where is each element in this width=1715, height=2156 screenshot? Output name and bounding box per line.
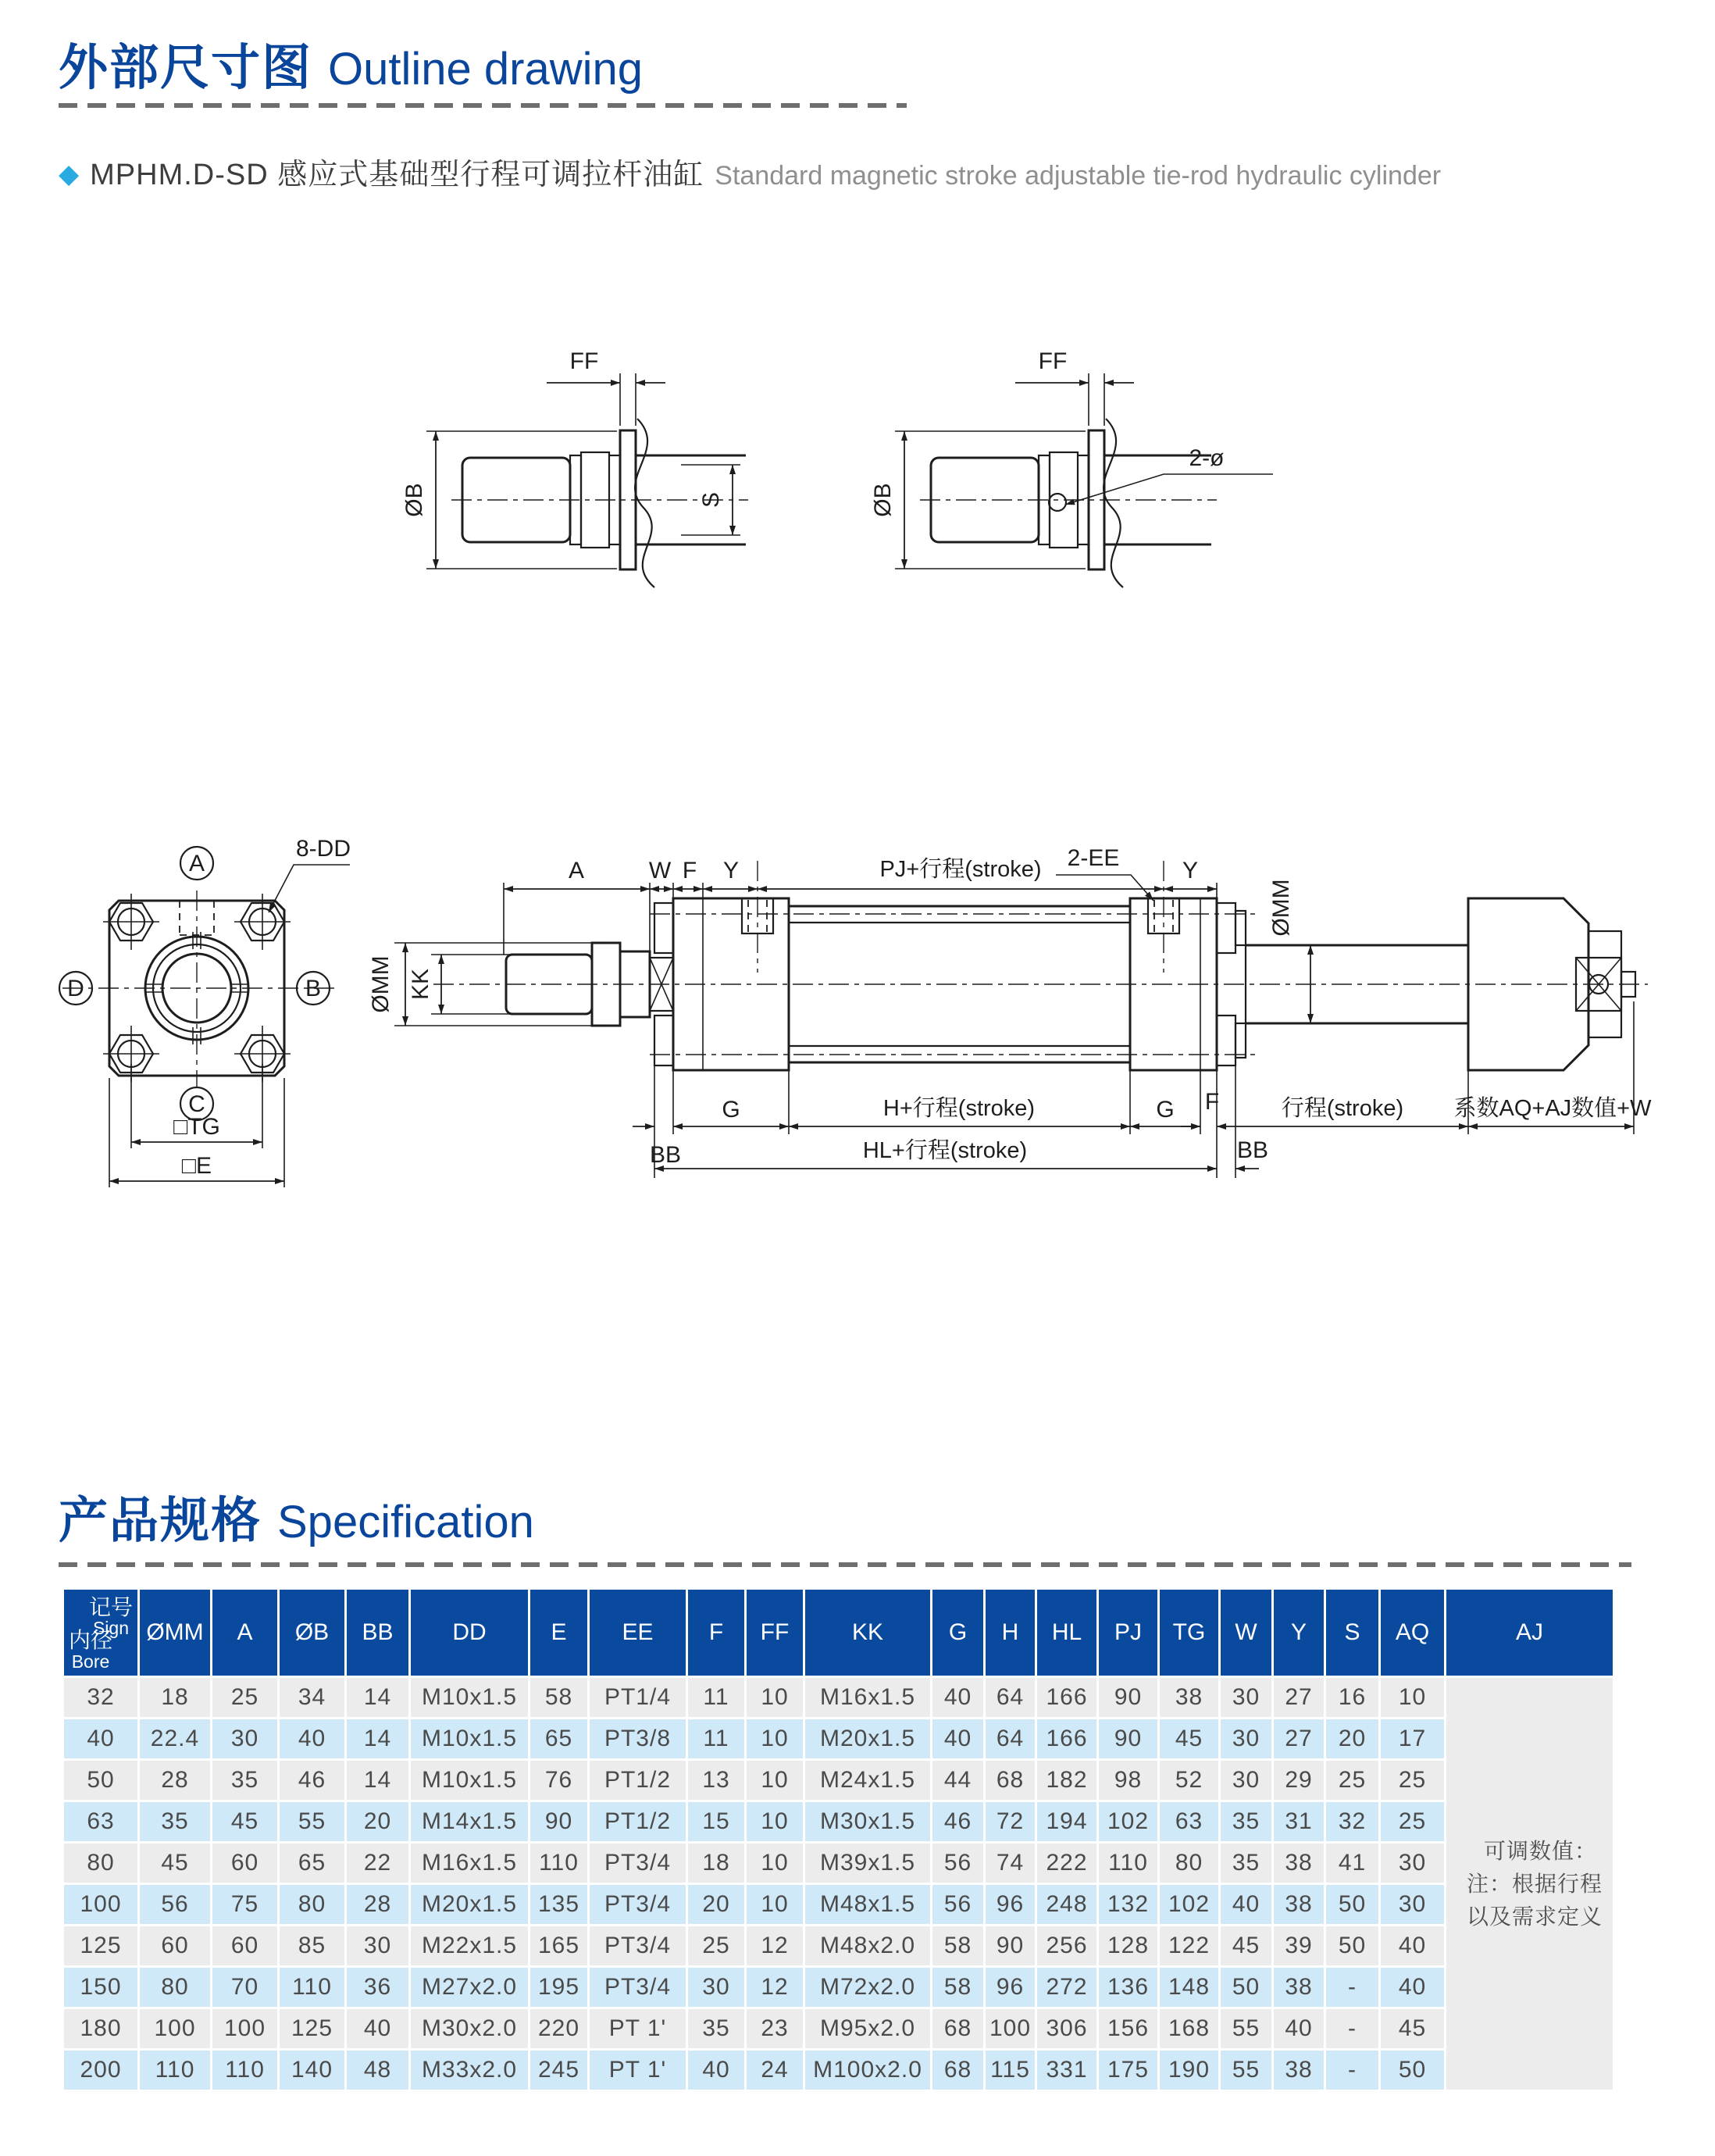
dim-label-aq-aj: 系数AQ+AJ数值+W: [1453, 1096, 1652, 1121]
cell-H-63: 72: [986, 1802, 1035, 1841]
column-header-S: S: [1326, 1590, 1378, 1676]
cell-PJ-32: 90: [1099, 1678, 1157, 1717]
column-header-KK: KK: [805, 1590, 930, 1676]
corner-sign-en: Sign: [92, 1618, 130, 1639]
cell-G-125: 58: [932, 1926, 983, 1965]
bore-cell: 63: [64, 1802, 137, 1841]
dim-label-h-stroke: H+行程(stroke): [882, 1096, 1036, 1121]
cell-BB-50: 14: [347, 1761, 408, 1800]
cell-PJ-100: 132: [1099, 1885, 1157, 1924]
column-header-A: A: [212, 1590, 277, 1676]
cell-FF-63: 10: [747, 1802, 803, 1841]
column-header-EE: EE: [590, 1590, 686, 1676]
cell-DD-40: M10x1.5: [411, 1719, 528, 1758]
cell-DD-100: M20x1.5: [411, 1885, 528, 1924]
cell-H-150: 96: [986, 1968, 1035, 2007]
cell-Y-200: 38: [1274, 2051, 1324, 2090]
cell-ØMM-180: 100: [140, 2009, 210, 2048]
cell-S-63: 32: [1326, 1802, 1378, 1841]
cell-TG-50: 52: [1160, 1761, 1218, 1800]
dim-label-ob-1: ØB: [401, 483, 427, 517]
cell-E-50: 76: [530, 1761, 587, 1800]
cell-E-32: 58: [530, 1678, 587, 1717]
cell-Y-100: 38: [1274, 1885, 1324, 1924]
bore-cell: 32: [64, 1678, 137, 1717]
subtitle-model: MPHM.D-SD 感应式基础型行程可调拉杆油缸: [90, 159, 704, 191]
dim-label-f: F: [682, 858, 697, 883]
cell-H-180: 100: [986, 2009, 1035, 2048]
cell-H-80: 74: [986, 1844, 1035, 1883]
dim-label-y-right: Y: [1182, 858, 1199, 883]
dim-label-s: S: [698, 491, 724, 509]
cell-F-200: 40: [688, 2051, 744, 2090]
cell-TG-32: 38: [1160, 1678, 1218, 1717]
cell-AQ-125: 40: [1381, 1926, 1444, 1965]
table-row-bore-100: [64, 1885, 1613, 1924]
cell-W-200: 55: [1221, 2051, 1271, 2090]
corner-header-cell: [64, 1590, 137, 1676]
cell-AQ-40: 17: [1381, 1719, 1444, 1758]
cell-Y-180: 40: [1274, 2009, 1324, 2048]
cell-Y-32: 27: [1274, 1678, 1324, 1717]
cell-BB-125: 30: [347, 1926, 408, 1965]
cell-ØB-32: 34: [280, 1678, 344, 1717]
cell-ØMM-80: 45: [140, 1844, 210, 1883]
cell-S-80: 41: [1326, 1844, 1378, 1883]
cell-FF-150: 12: [747, 1968, 803, 2007]
cell-TG-80: 80: [1160, 1844, 1218, 1883]
cell-AQ-150: 40: [1381, 1968, 1444, 2007]
cell-E-200: 245: [530, 2051, 587, 2090]
cell-HL-32: 166: [1037, 1678, 1096, 1717]
subtitle-english: Standard magnetic stroke adjustable tie-rod hydraulic cylinder: [715, 161, 1442, 191]
column-header-Y: Y: [1274, 1590, 1324, 1676]
table-row-bore-40: [64, 1719, 1613, 1758]
column-header-FF: FF: [747, 1590, 803, 1676]
flange-front-view: [59, 836, 351, 1187]
cell-ØMM-150: 80: [140, 1968, 210, 2007]
cell-KK-32: M16x1.5: [805, 1678, 930, 1717]
cell-BB-32: 14: [347, 1678, 408, 1717]
cell-W-80: 35: [1221, 1844, 1271, 1883]
cell-Y-63: 31: [1274, 1802, 1324, 1841]
cell-BB-180: 40: [347, 2009, 408, 2048]
cell-F-180: 35: [688, 2009, 744, 2048]
cell-ØB-80: 65: [280, 1844, 344, 1883]
cell-Y-80: 38: [1274, 1844, 1324, 1883]
cell-ØMM-125: 60: [140, 1926, 210, 1965]
cell-BB-80: 22: [347, 1844, 408, 1883]
corner-sign-zh: 记号: [88, 1595, 133, 1619]
cell-G-80: 56: [932, 1844, 983, 1883]
column-header-TG: TG: [1160, 1590, 1218, 1676]
dim-label-2-holes: 2-ø: [1189, 445, 1225, 471]
cell-S-100: 50: [1326, 1885, 1378, 1924]
cell-G-200: 68: [932, 2051, 983, 2090]
cell-EE-40: PT3/8: [590, 1719, 686, 1758]
column-header-F: F: [688, 1590, 744, 1676]
cell-ØMM-32: 18: [140, 1678, 210, 1717]
cell-AQ-180: 45: [1381, 2009, 1444, 2048]
cell-PJ-180: 156: [1099, 2009, 1157, 2048]
dim-label-y: Y: [722, 858, 740, 883]
cell-A-50: 35: [212, 1761, 277, 1800]
cell-KK-150: M72x2.0: [805, 1968, 930, 2007]
dim-label-g-left: G: [722, 1097, 740, 1123]
cell-F-40: 11: [688, 1719, 744, 1758]
cell-Y-125: 39: [1274, 1926, 1324, 1965]
table-row-bore-50: [64, 1761, 1613, 1800]
cell-FF-180: 23: [747, 2009, 803, 2048]
cell-FF-125: 12: [747, 1926, 803, 1965]
cell-S-32: 16: [1326, 1678, 1378, 1717]
cell-KK-40: M20x1.5: [805, 1719, 930, 1758]
cell-HL-50: 182: [1037, 1761, 1096, 1800]
cell-DD-150: M27x2.0: [411, 1968, 528, 2007]
cell-A-150: 70: [212, 1968, 277, 2007]
diamond-icon: ◆: [59, 159, 80, 189]
cell-KK-100: M48x1.5: [805, 1885, 930, 1924]
bore-cell: 100: [64, 1885, 137, 1924]
cell-W-32: 30: [1221, 1678, 1271, 1717]
dim-label-bb-left: BB: [649, 1142, 682, 1168]
cell-A-180: 100: [212, 2009, 277, 2048]
table-row-bore-32: [64, 1678, 1613, 1717]
cell-ØMM-63: 35: [140, 1802, 210, 1841]
cell-F-50: 13: [688, 1761, 744, 1800]
cell-HL-180: 306: [1037, 2009, 1096, 2048]
cell-ØMM-100: 56: [140, 1885, 210, 1924]
bore-cell: 125: [64, 1926, 137, 1965]
cell-W-180: 55: [1221, 2009, 1271, 2048]
dim-label-ff-2: FF: [1038, 348, 1068, 374]
cell-G-100: 56: [932, 1885, 983, 1924]
cell-FF-32: 10: [747, 1678, 803, 1717]
cell-AQ-32: 10: [1381, 1678, 1444, 1717]
specification-title: [59, 1481, 534, 1552]
column-header-AJ: AJ: [1446, 1590, 1613, 1676]
balloon-b: B: [305, 976, 322, 1001]
bore-cell: 180: [64, 2009, 137, 2048]
cell-DD-32: M10x1.5: [411, 1678, 528, 1717]
cell-AQ-100: 30: [1381, 1885, 1444, 1924]
cell-H-40: 64: [986, 1719, 1035, 1758]
cell-A-63: 45: [212, 1802, 277, 1841]
cell-TG-180: 168: [1160, 2009, 1218, 2048]
cylinder-side-view: [368, 845, 1652, 1178]
title-en: Outline drawing: [328, 44, 643, 95]
column-header-DD: DD: [411, 1590, 528, 1676]
spec-title-en: Specification: [277, 1497, 534, 1547]
rod-end-view-ported: [870, 348, 1273, 587]
dim-label-g-right: G: [1156, 1097, 1175, 1123]
cell-F-150: 30: [688, 1968, 744, 2007]
cell-Y-50: 29: [1274, 1761, 1324, 1800]
column-header-HL: HL: [1037, 1590, 1096, 1676]
cell-E-80: 110: [530, 1844, 587, 1883]
dim-label-ob-2: ØB: [870, 483, 896, 517]
cell-F-32: 11: [688, 1678, 744, 1717]
table-row-bore-63: [64, 1802, 1613, 1841]
dim-label-2ee: 2-EE: [1067, 845, 1120, 871]
cell-H-32: 64: [986, 1678, 1035, 1717]
corner-bore-en: Bore: [71, 1651, 110, 1672]
cell-S-200: -: [1326, 2051, 1378, 2090]
cell-HL-200: 331: [1037, 2051, 1096, 2090]
cell-Y-40: 27: [1274, 1719, 1324, 1758]
cell-F-80: 18: [688, 1844, 744, 1883]
cell-FF-50: 10: [747, 1761, 803, 1800]
cell-S-150: -: [1326, 1968, 1378, 2007]
cell-ØB-100: 80: [280, 1885, 344, 1924]
cell-S-40: 20: [1326, 1719, 1378, 1758]
cell-S-50: 25: [1326, 1761, 1378, 1800]
cell-F-63: 15: [688, 1802, 744, 1841]
cell-S-180: -: [1326, 2009, 1378, 2048]
cell-FF-80: 10: [747, 1844, 803, 1883]
cell-BB-40: 14: [347, 1719, 408, 1758]
cell-A-40: 30: [212, 1719, 277, 1758]
cell-ØMM-200: 110: [140, 2051, 210, 2090]
cell-G-63: 46: [932, 1802, 983, 1841]
cell-A-100: 75: [212, 1885, 277, 1924]
cell-AQ-63: 25: [1381, 1802, 1444, 1841]
bore-cell: 80: [64, 1844, 137, 1883]
cell-PJ-40: 90: [1099, 1719, 1157, 1758]
cell-EE-180: PT 1': [590, 2009, 686, 2048]
dim-label-a: A: [568, 858, 585, 883]
cell-G-180: 68: [932, 2009, 983, 2048]
cell-TG-125: 122: [1160, 1926, 1218, 1965]
cell-HL-150: 272: [1037, 1968, 1096, 2007]
dim-label-stroke: 行程(stroke): [1281, 1096, 1404, 1121]
spec-title-zh: 产品规格: [59, 1494, 262, 1548]
bore-cell: 200: [64, 2051, 137, 2090]
cell-A-32: 25: [212, 1678, 277, 1717]
cell-W-40: 30: [1221, 1719, 1271, 1758]
cell-KK-180: M95x2.0: [805, 2009, 930, 2048]
cell-ØB-40: 40: [280, 1719, 344, 1758]
cell-HL-63: 194: [1037, 1802, 1096, 1841]
cell-PJ-50: 98: [1099, 1761, 1157, 1800]
cell-ØMM-40: 22.4: [140, 1719, 210, 1758]
cell-E-63: 90: [530, 1802, 587, 1841]
cell-HL-80: 222: [1037, 1844, 1096, 1883]
cell-ØB-180: 125: [280, 2009, 344, 2048]
column-header-AQ: AQ: [1381, 1590, 1444, 1676]
cell-BB-200: 48: [347, 2051, 408, 2090]
cell-H-100: 96: [986, 1885, 1035, 1924]
dim-label-f-right: F: [1204, 1089, 1220, 1115]
cell-G-32: 40: [932, 1678, 983, 1717]
cell-E-150: 195: [530, 1968, 587, 2007]
column-header-E: E: [530, 1590, 587, 1676]
cell-ØB-50: 46: [280, 1761, 344, 1800]
cell-EE-125: PT3/4: [590, 1926, 686, 1965]
cell-BB-150: 36: [347, 1968, 408, 2007]
cell-FF-100: 10: [747, 1885, 803, 1924]
cell-ØB-200: 140: [280, 2051, 344, 2090]
cell-G-40: 40: [932, 1719, 983, 1758]
table-row-bore-180: [64, 2009, 1613, 2048]
cell-ØB-150: 110: [280, 1968, 344, 2007]
cell-H-200: 115: [986, 2051, 1035, 2090]
aj-note-cell: 可调数值： 注：根据行程 以及需求定义: [1446, 1678, 1613, 2090]
cell-PJ-63: 102: [1099, 1802, 1157, 1841]
column-header-ØMM: ØMM: [140, 1590, 210, 1676]
cell-A-125: 60: [212, 1926, 277, 1965]
cell-EE-100: PT3/4: [590, 1885, 686, 1924]
cell-TG-100: 102: [1160, 1885, 1218, 1924]
cell-DD-200: M33x2.0: [411, 2051, 528, 2090]
cell-W-125: 45: [1221, 1926, 1271, 1965]
cell-E-180: 220: [530, 2009, 587, 2048]
cell-H-50: 68: [986, 1761, 1035, 1800]
cell-W-150: 50: [1221, 1968, 1271, 2007]
dim-label-kk: KK: [408, 968, 433, 1001]
cell-ØB-125: 85: [280, 1926, 344, 1965]
dim-label-omm-right: ØMM: [1268, 879, 1294, 937]
balloon-c: C: [188, 1091, 205, 1117]
corner-bore-zh: 内径: [69, 1628, 113, 1653]
cell-E-40: 65: [530, 1719, 587, 1758]
table-row-bore-80: [64, 1844, 1613, 1883]
cell-EE-150: PT3/4: [590, 1968, 686, 2007]
cell-PJ-125: 128: [1099, 1926, 1157, 1965]
cell-PJ-80: 110: [1099, 1844, 1157, 1883]
rod-end-view-plain: [401, 348, 748, 587]
cell-DD-180: M30x2.0: [411, 2009, 528, 2048]
cell-DD-80: M16x1.5: [411, 1844, 528, 1883]
cell-TG-63: 63: [1160, 1802, 1218, 1841]
cell-HL-100: 248: [1037, 1885, 1096, 1924]
table-row-bore-125: [64, 1926, 1613, 1965]
cell-F-125: 25: [688, 1926, 744, 1965]
title-zh: 外部尺寸图: [59, 41, 312, 95]
cell-S-125: 50: [1326, 1926, 1378, 1965]
cell-H-125: 90: [986, 1926, 1035, 1965]
cell-HL-125: 256: [1037, 1926, 1096, 1965]
dim-label-8dd: 8-DD: [295, 836, 351, 862]
spec-table: [62, 1587, 1615, 2092]
cell-Y-150: 38: [1274, 1968, 1324, 2007]
cell-E-125: 165: [530, 1926, 587, 1965]
cell-ØB-63: 55: [280, 1802, 344, 1841]
cell-EE-200: PT 1': [590, 2051, 686, 2090]
cell-ØMM-50: 28: [140, 1761, 210, 1800]
cell-TG-40: 45: [1160, 1719, 1218, 1758]
dim-label-e: □E: [181, 1153, 212, 1179]
cell-A-200: 110: [212, 2051, 277, 2090]
cell-G-50: 44: [932, 1761, 983, 1800]
dim-label-omm-left: ØMM: [368, 955, 394, 1013]
cell-KK-80: M39x1.5: [805, 1844, 930, 1883]
cell-W-50: 30: [1221, 1761, 1271, 1800]
cell-AQ-200: 50: [1381, 2051, 1444, 2090]
cell-DD-125: M22x1.5: [411, 1926, 528, 1965]
dim-label-ff-1: FF: [569, 348, 599, 374]
table-row-bore-150: [64, 1968, 1613, 2007]
dim-label-hl-stroke: HL+行程(stroke): [862, 1138, 1028, 1163]
column-header-H: H: [986, 1590, 1035, 1676]
balloon-a: A: [188, 851, 205, 876]
cell-PJ-150: 136: [1099, 1968, 1157, 2007]
cell-TG-200: 190: [1160, 2051, 1218, 2090]
table-header-row: [64, 1590, 1613, 1676]
cell-EE-63: PT1/2: [590, 1802, 686, 1841]
cell-FF-40: 10: [747, 1719, 803, 1758]
cell-BB-63: 20: [347, 1802, 408, 1841]
cell-KK-200: M100x2.0: [805, 2051, 930, 2090]
cell-DD-50: M10x1.5: [411, 1761, 528, 1800]
bore-cell: 150: [64, 1968, 137, 2007]
dashed-divider: [59, 1562, 1631, 1567]
cell-TG-150: 148: [1160, 1968, 1218, 2007]
cell-PJ-200: 175: [1099, 2051, 1157, 2090]
cell-AQ-80: 30: [1381, 1844, 1444, 1883]
column-header-W: W: [1221, 1590, 1271, 1676]
cell-W-100: 40: [1221, 1885, 1271, 1924]
cell-KK-125: M48x2.0: [805, 1926, 930, 1965]
dim-label-w: W: [648, 858, 672, 883]
cell-KK-50: M24x1.5: [805, 1761, 930, 1800]
bore-cell: 40: [64, 1719, 137, 1758]
cell-KK-63: M30x1.5: [805, 1802, 930, 1841]
bore-cell: 50: [64, 1761, 137, 1800]
column-header-BB: BB: [347, 1590, 408, 1676]
dim-label-pj: PJ+行程(stroke): [879, 857, 1042, 882]
cell-HL-40: 166: [1037, 1719, 1096, 1758]
cell-AQ-50: 25: [1381, 1761, 1444, 1800]
cell-FF-200: 24: [747, 2051, 803, 2090]
balloon-d: D: [67, 976, 84, 1001]
table-row-bore-200: [64, 2051, 1613, 2090]
cell-EE-80: PT3/4: [590, 1844, 686, 1883]
column-header-ØB: ØB: [280, 1590, 344, 1676]
cell-G-150: 58: [932, 1968, 983, 2007]
dim-label-bb-right: BB: [1236, 1137, 1269, 1163]
column-header-G: G: [932, 1590, 983, 1676]
cell-EE-50: PT1/2: [590, 1761, 686, 1800]
column-header-PJ: PJ: [1099, 1590, 1157, 1676]
dim-label-tg: □TG: [173, 1114, 220, 1140]
cell-A-80: 60: [212, 1844, 277, 1883]
cell-E-100: 135: [530, 1885, 587, 1924]
cell-F-100: 20: [688, 1885, 744, 1924]
cell-BB-100: 28: [347, 1885, 408, 1924]
cell-W-63: 35: [1221, 1802, 1271, 1841]
cell-EE-32: PT1/4: [590, 1678, 686, 1717]
cell-DD-63: M14x1.5: [411, 1802, 528, 1841]
